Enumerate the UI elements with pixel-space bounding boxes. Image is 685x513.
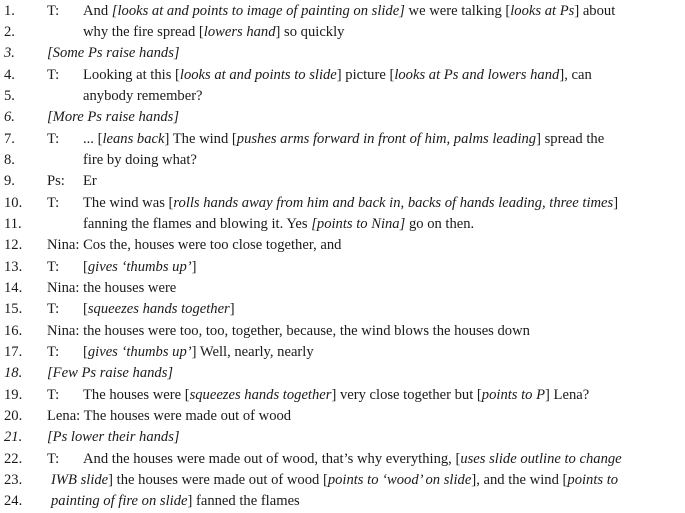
speech: go on then. — [405, 216, 475, 232]
action-note: painting of fire on slide — [51, 493, 188, 509]
speech: ... [ — [83, 131, 103, 147]
line-number: 8. — [4, 152, 15, 168]
speech: [ — [83, 344, 88, 360]
speech: ] so quickly — [275, 24, 345, 40]
action-note: looks at and points to slide — [179, 67, 337, 83]
speech: ] spread the — [536, 131, 605, 147]
speech: ] — [191, 259, 197, 275]
transcript-line-23 — [0, 469, 685, 491]
action-note: squeezes hands together — [189, 387, 332, 403]
action-note: gives ‘thumbs up’ — [87, 344, 192, 360]
line-number: 22. — [4, 451, 23, 467]
action-note: gives ‘thumbs up’ — [87, 259, 192, 275]
stage-direction: [Some Ps raise hands] — [47, 45, 180, 61]
action-note: leans back — [102, 131, 165, 147]
utterance-text: Er — [83, 173, 97, 189]
line-number: 24. — [4, 493, 23, 509]
utterance-text — [83, 341, 314, 363]
transcript-line-20 — [0, 405, 685, 427]
line-number: 19. — [4, 387, 23, 403]
speech: ] The wind [ — [164, 131, 237, 147]
utterance-text — [83, 0, 615, 22]
speaker-label: T: — [47, 3, 60, 19]
line-number: 4. — [4, 67, 15, 83]
speech: ] fanned the flames — [187, 493, 300, 509]
transcript-line-13 — [0, 256, 685, 278]
utterance-text — [51, 490, 300, 512]
speech: And — [83, 3, 112, 19]
action-note: uses slide outline to change — [460, 451, 622, 467]
utterance-text — [51, 469, 618, 491]
line-number: 15. — [4, 301, 23, 317]
speech: ] Lena? — [545, 387, 590, 403]
speech: why the fire spread [ — [83, 24, 204, 40]
speech: [ — [83, 301, 88, 317]
transcript-line-9 — [0, 170, 685, 192]
line-number: 11. — [4, 216, 22, 232]
line-number: 16. — [4, 323, 23, 339]
speech: ], can — [559, 67, 592, 83]
speech: ] the houses were made out of wood [ — [108, 472, 328, 488]
utterance-text: anybody remember? — [83, 88, 203, 104]
line-number: 20. — [4, 408, 23, 424]
transcript-line-18 — [0, 362, 685, 384]
action-note: IWB slide — [51, 472, 109, 488]
transcript-line-4 — [0, 64, 685, 86]
speech: ] very close together but [ — [331, 387, 482, 403]
action-note: looks at Ps and lowers hand — [394, 67, 560, 83]
line-number: 9. — [4, 173, 15, 189]
action-note: lowers hand — [203, 24, 276, 40]
transcript-line-7 — [0, 128, 685, 150]
stage-direction: [Ps lower their hands] — [47, 429, 180, 445]
transcript-line-19 — [0, 384, 685, 406]
action-note: [looks at and points to image of painting on slide] — [111, 3, 405, 19]
speech: ] — [229, 301, 235, 317]
speech: we were talking [ — [404, 3, 511, 19]
speaker-label: T: — [47, 131, 60, 147]
speech: And the houses were made out of wood, that’s why everything, [ — [83, 451, 461, 467]
line-number: 1. — [4, 3, 15, 19]
speech: fanning the flames and blowing it. Yes — [83, 216, 312, 232]
utterance-text — [83, 128, 604, 150]
transcript-line-16 — [0, 320, 685, 342]
utterance-text — [83, 213, 474, 235]
transcript-line-24 — [0, 490, 685, 512]
action-note: squeezes hands together — [87, 301, 230, 317]
transcript-line-6 — [0, 106, 685, 128]
utterance-text — [83, 384, 589, 406]
transcript-line-10 — [0, 192, 685, 214]
line-number: 12. — [4, 237, 23, 253]
utterance-text — [83, 192, 618, 214]
speech: ] about — [574, 3, 616, 19]
line-number: 13. — [4, 259, 23, 275]
utterance-text — [83, 21, 344, 43]
line-number: 7. — [4, 131, 15, 147]
speech: ] — [613, 195, 619, 211]
action-note: points to — [567, 472, 619, 488]
transcript-line-14 — [0, 277, 685, 299]
line-number: 6. — [4, 109, 15, 125]
speaker-label: T: — [47, 195, 60, 211]
action-note: points to P — [481, 387, 546, 403]
transcript-line-12 — [0, 234, 685, 256]
stage-direction: [More Ps raise hands] — [47, 109, 180, 125]
speech: The houses were [ — [83, 387, 190, 403]
action-note: looks at Ps — [510, 3, 575, 19]
line-number: 18. — [4, 365, 23, 381]
transcript-line-11 — [0, 213, 685, 235]
line-number: 21. — [4, 429, 23, 445]
utterance-text — [83, 298, 235, 320]
transcript-line-3 — [0, 42, 685, 64]
speech: Looking at this [ — [83, 67, 180, 83]
stage-direction: [Few Ps raise hands] — [47, 365, 174, 381]
utterance-text: fire by doing what? — [83, 152, 197, 168]
transcript-line-21 — [0, 426, 685, 448]
line-number: 17. — [4, 344, 23, 360]
speech: ] picture [ — [336, 67, 395, 83]
speaker-label: Ps: — [47, 173, 65, 189]
transcript-line-2 — [0, 21, 685, 43]
action-note: pushes arms forward in front of him, palms leading — [236, 131, 537, 147]
utterance-text: Nina: Cos the, houses were too close together, and — [47, 237, 342, 253]
transcript-line-8 — [0, 149, 685, 171]
line-number: 5. — [4, 88, 15, 104]
line-number: 23. — [4, 472, 23, 488]
speaker-label: T: — [47, 344, 60, 360]
utterance-text — [83, 64, 592, 86]
utterance-text: Nina: the houses were — [47, 280, 177, 296]
speaker-label: T: — [47, 387, 60, 403]
transcript-line-1 — [0, 0, 685, 22]
transcript-line-5 — [0, 85, 685, 107]
line-number: 10. — [4, 195, 23, 211]
utterance-text — [83, 256, 197, 278]
speech: [ — [83, 259, 88, 275]
speaker-label: T: — [47, 67, 60, 83]
speech: The wind was [ — [83, 195, 174, 211]
line-number: 2. — [4, 24, 15, 40]
speaker-label: T: — [47, 259, 60, 275]
speech: ], and the wind [ — [471, 472, 568, 488]
utterance-text — [83, 448, 622, 470]
action-note: rolls hands away from him and back in, backs of hands leading, three times — [173, 195, 614, 211]
transcript-line-17 — [0, 341, 685, 363]
action-note: points to ‘wood’ on slide — [327, 472, 472, 488]
line-number: 3. — [4, 45, 15, 61]
speaker-label: T: — [47, 451, 60, 467]
line-number: 14. — [4, 280, 23, 296]
utterance-text: Lena: The houses were made out of wood — [47, 408, 292, 424]
transcript-line-15 — [0, 298, 685, 320]
transcript-line-22 — [0, 448, 685, 470]
speaker-label: T: — [47, 301, 60, 317]
action-note: [points to Nina] — [311, 216, 406, 232]
speech: ] Well, nearly, nearly — [191, 344, 314, 360]
utterance-text: Nina: the houses were too, too, together, because, the wind blows the houses down — [47, 323, 530, 339]
